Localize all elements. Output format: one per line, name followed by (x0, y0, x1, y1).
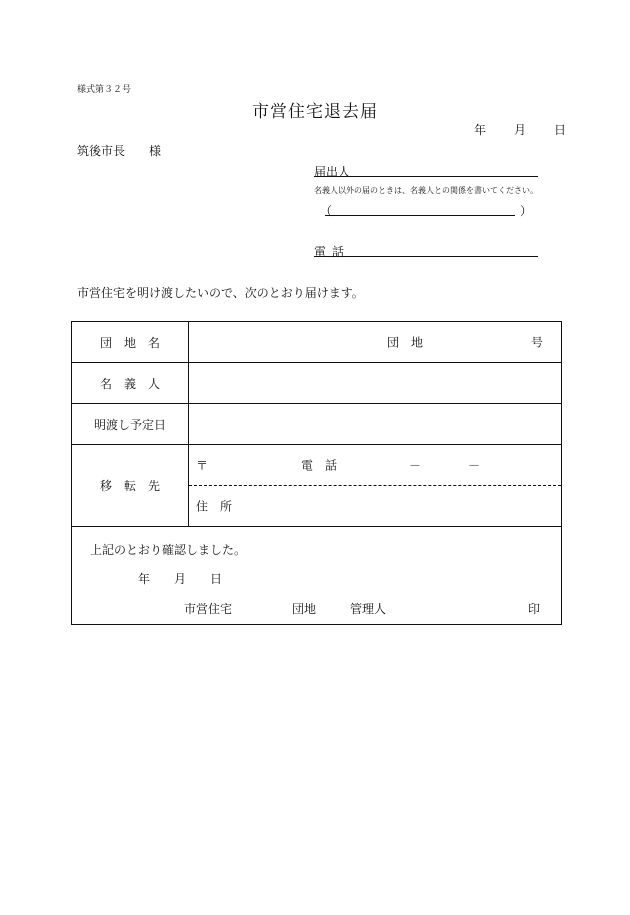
phone-label: 電話 (314, 245, 351, 259)
table-row (72, 445, 562, 527)
table-row (72, 322, 562, 363)
confirm-text: 上記のとおり確認しました。 (90, 543, 247, 557)
statement-text: 市営住宅を明け渡したいので、次のとおり届けます。 (77, 286, 364, 300)
confirm-month: 月 (174, 572, 187, 586)
address-label: 住 所 (196, 499, 233, 514)
relation-field[interactable] (320, 202, 532, 219)
postal-mark: 〒 (196, 458, 209, 473)
form-number: 様式第３２号 (77, 85, 132, 95)
confirmation-cell (72, 527, 562, 625)
estate-mid-label: 団 地 (387, 335, 424, 350)
vacate-date-field[interactable] (189, 404, 562, 445)
date-month: 月 (514, 123, 527, 137)
form-table (71, 321, 562, 625)
holder-field[interactable] (189, 363, 562, 404)
open-paren: （ (320, 204, 333, 218)
estate-name-label: 団地 (292, 602, 317, 616)
addressee: 筑後市長 様 (77, 144, 162, 158)
table-row (72, 404, 562, 445)
estate-field[interactable] (189, 322, 562, 363)
move-address-row[interactable] (189, 485, 561, 526)
close-paren: ） (520, 204, 533, 218)
date-day: 日 (554, 123, 567, 137)
vacate-date-label: 明渡し予定日 (72, 404, 189, 445)
move-destination-label: 移 転 先 (72, 445, 189, 527)
estate-label: 団 地 名 (72, 322, 189, 363)
move-phone-row[interactable] (189, 445, 561, 485)
relation-line (325, 215, 515, 216)
phone-dash-2: － (468, 458, 481, 473)
notifier-label: 届出人 (314, 165, 351, 179)
holder-label: 名 義 人 (72, 363, 189, 404)
housing-label: 市営住宅 (184, 602, 233, 616)
seal-label: 印 (528, 602, 541, 616)
phone-dash-1: － (409, 458, 422, 473)
table-row (72, 363, 562, 404)
confirm-day: 日 (210, 572, 223, 586)
manager-label: 管理人 (350, 602, 387, 616)
notifier-note: 名義人以外の届のときは、名義人との関係を書いてください。 (314, 186, 538, 195)
date-line (474, 121, 566, 138)
notifier-signature-line[interactable] (314, 176, 538, 177)
estate-suffix-label: 号 (531, 335, 544, 350)
phone-line[interactable] (314, 256, 538, 257)
move-phone-label: 電 話 (301, 458, 338, 473)
table-row (72, 527, 562, 625)
confirm-year: 年 (138, 572, 151, 586)
document-title: 市営住宅退去届 (252, 102, 378, 122)
date-year: 年 (474, 123, 487, 137)
